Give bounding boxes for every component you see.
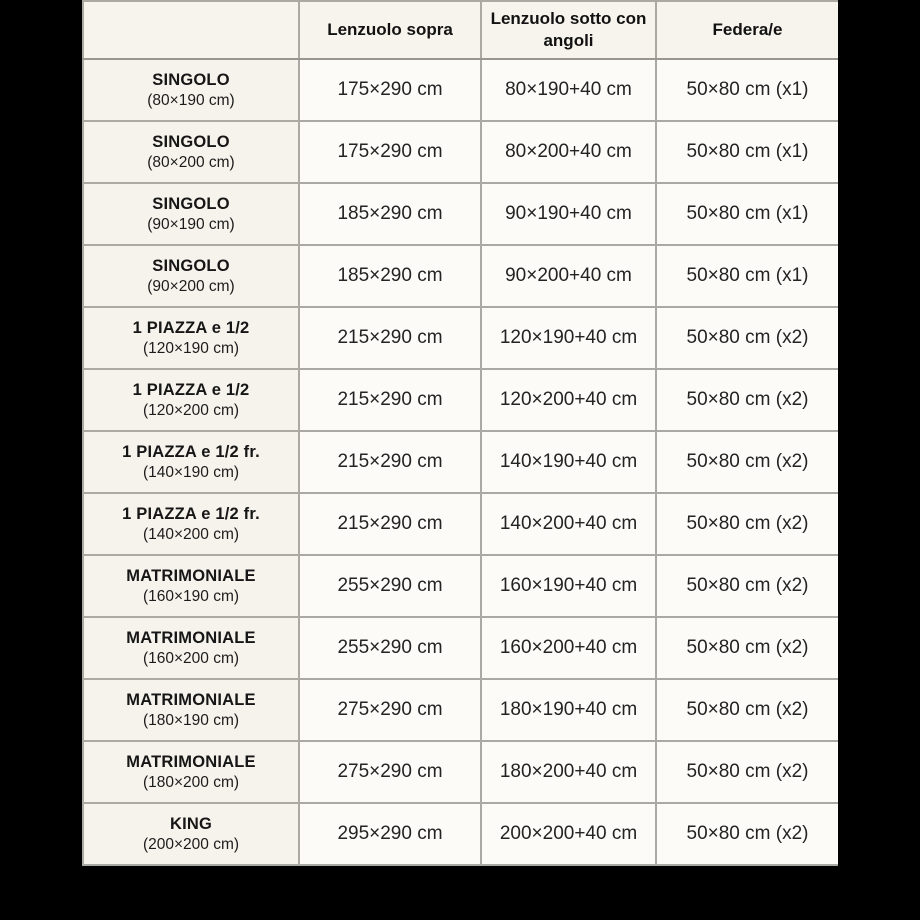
table-row (83, 431, 838, 493)
top-sheet-value: 215×290 cm (299, 369, 481, 431)
row-header (83, 59, 299, 121)
pillowcase-value: 50×80 cm (x2) (656, 741, 838, 803)
row-header (83, 183, 299, 245)
row-header (83, 493, 299, 555)
size-dimensions: (80×200 cm) (147, 154, 235, 172)
column-header-empty (83, 1, 299, 59)
top-sheet-value: 255×290 cm (299, 617, 481, 679)
top-sheet-value: 215×290 cm (299, 307, 481, 369)
column-header-fitted-sheet: Lenzuolo sotto con angoli (481, 1, 656, 59)
size-dimensions: (140×200 cm) (142, 526, 240, 544)
top-sheet-value: 175×290 cm (299, 121, 481, 183)
row-header (83, 307, 299, 369)
table-row (83, 803, 838, 865)
pillowcase-value: 50×80 cm (x2) (656, 617, 838, 679)
pillowcase-value: 50×80 cm (x1) (656, 183, 838, 245)
size-dimensions: (90×200 cm) (147, 278, 235, 296)
top-sheet-value: 215×290 cm (299, 493, 481, 555)
size-chart (82, 0, 838, 920)
row-header (83, 431, 299, 493)
pillowcase-value: 50×80 cm (x2) (656, 803, 838, 865)
size-dimensions: (160×190 cm) (142, 588, 240, 606)
table-row (83, 679, 838, 741)
column-header-top-sheet: Lenzuolo sopra (299, 1, 481, 59)
fitted-sheet-value: 140×200+40 cm (481, 493, 656, 555)
size-name: MATRIMONIALE (126, 752, 256, 771)
pillowcase-value: 50×80 cm (x1) (656, 121, 838, 183)
top-sheet-value: 185×290 cm (299, 183, 481, 245)
size-dimensions: (80×190 cm) (147, 92, 235, 110)
row-header (83, 803, 299, 865)
pillowcase-value: 50×80 cm (x1) (656, 59, 838, 121)
fitted-sheet-value: 180×190+40 cm (481, 679, 656, 741)
top-sheet-value: 275×290 cm (299, 741, 481, 803)
size-name: SINGOLO (152, 70, 230, 89)
fitted-sheet-value: 200×200+40 cm (481, 803, 656, 865)
top-sheet-value: 185×290 cm (299, 245, 481, 307)
size-dimensions: (180×190 cm) (142, 712, 240, 730)
size-name: 1 PIAZZA e 1/2 (132, 318, 250, 337)
table-row (83, 493, 838, 555)
size-dimensions: (140×190 cm) (142, 464, 240, 482)
size-chart-table (82, 0, 838, 866)
table-row (83, 617, 838, 679)
column-header-pillowcase: Federa/e (656, 1, 838, 59)
size-dimensions: (90×190 cm) (147, 216, 235, 234)
size-name: 1 PIAZZA e 1/2 fr. (122, 504, 260, 523)
top-sheet-value: 275×290 cm (299, 679, 481, 741)
size-name: SINGOLO (152, 256, 230, 275)
fitted-sheet-value: 80×200+40 cm (481, 121, 656, 183)
table-row (83, 245, 838, 307)
size-name: SINGOLO (152, 194, 230, 213)
table-row (83, 307, 838, 369)
size-name: MATRIMONIALE (126, 690, 256, 709)
size-dimensions: (180×200 cm) (142, 774, 240, 792)
size-dimensions: (120×190 cm) (142, 340, 240, 358)
table-row (83, 741, 838, 803)
size-name: KING (169, 814, 213, 833)
top-sheet-value: 255×290 cm (299, 555, 481, 617)
fitted-sheet-value: 160×190+40 cm (481, 555, 656, 617)
row-header (83, 741, 299, 803)
pillowcase-value: 50×80 cm (x2) (656, 369, 838, 431)
row-header (83, 679, 299, 741)
size-name: SINGOLO (152, 132, 230, 151)
row-header (83, 245, 299, 307)
pillowcase-value: 50×80 cm (x2) (656, 431, 838, 493)
row-header (83, 555, 299, 617)
size-dimensions: (200×200 cm) (142, 836, 240, 854)
header-row (83, 1, 838, 59)
fitted-sheet-value: 120×190+40 cm (481, 307, 656, 369)
top-sheet-value: 295×290 cm (299, 803, 481, 865)
size-name: 1 PIAZZA e 1/2 fr. (122, 442, 260, 461)
top-sheet-value: 175×290 cm (299, 59, 481, 121)
pillowcase-value: 50×80 cm (x2) (656, 679, 838, 741)
top-sheet-value: 215×290 cm (299, 431, 481, 493)
fitted-sheet-value: 80×190+40 cm (481, 59, 656, 121)
row-header (83, 121, 299, 183)
fitted-sheet-value: 90×200+40 cm (481, 245, 656, 307)
table-row (83, 369, 838, 431)
row-header (83, 369, 299, 431)
pillowcase-value: 50×80 cm (x2) (656, 307, 838, 369)
fitted-sheet-value: 180×200+40 cm (481, 741, 656, 803)
size-name: MATRIMONIALE (126, 628, 256, 647)
size-dimensions: (120×200 cm) (142, 402, 240, 420)
size-dimensions: (160×200 cm) (142, 650, 240, 668)
fitted-sheet-value: 140×190+40 cm (481, 431, 656, 493)
size-name: MATRIMONIALE (126, 566, 256, 585)
pillowcase-value: 50×80 cm (x1) (656, 245, 838, 307)
table-row (83, 183, 838, 245)
pillowcase-value: 50×80 cm (x2) (656, 493, 838, 555)
table-row (83, 59, 838, 121)
row-header (83, 617, 299, 679)
pillowcase-value: 50×80 cm (x2) (656, 555, 838, 617)
table-row (83, 121, 838, 183)
fitted-sheet-value: 120×200+40 cm (481, 369, 656, 431)
table-row (83, 555, 838, 617)
fitted-sheet-value: 90×190+40 cm (481, 183, 656, 245)
size-name: 1 PIAZZA e 1/2 (132, 380, 250, 399)
fitted-sheet-value: 160×200+40 cm (481, 617, 656, 679)
